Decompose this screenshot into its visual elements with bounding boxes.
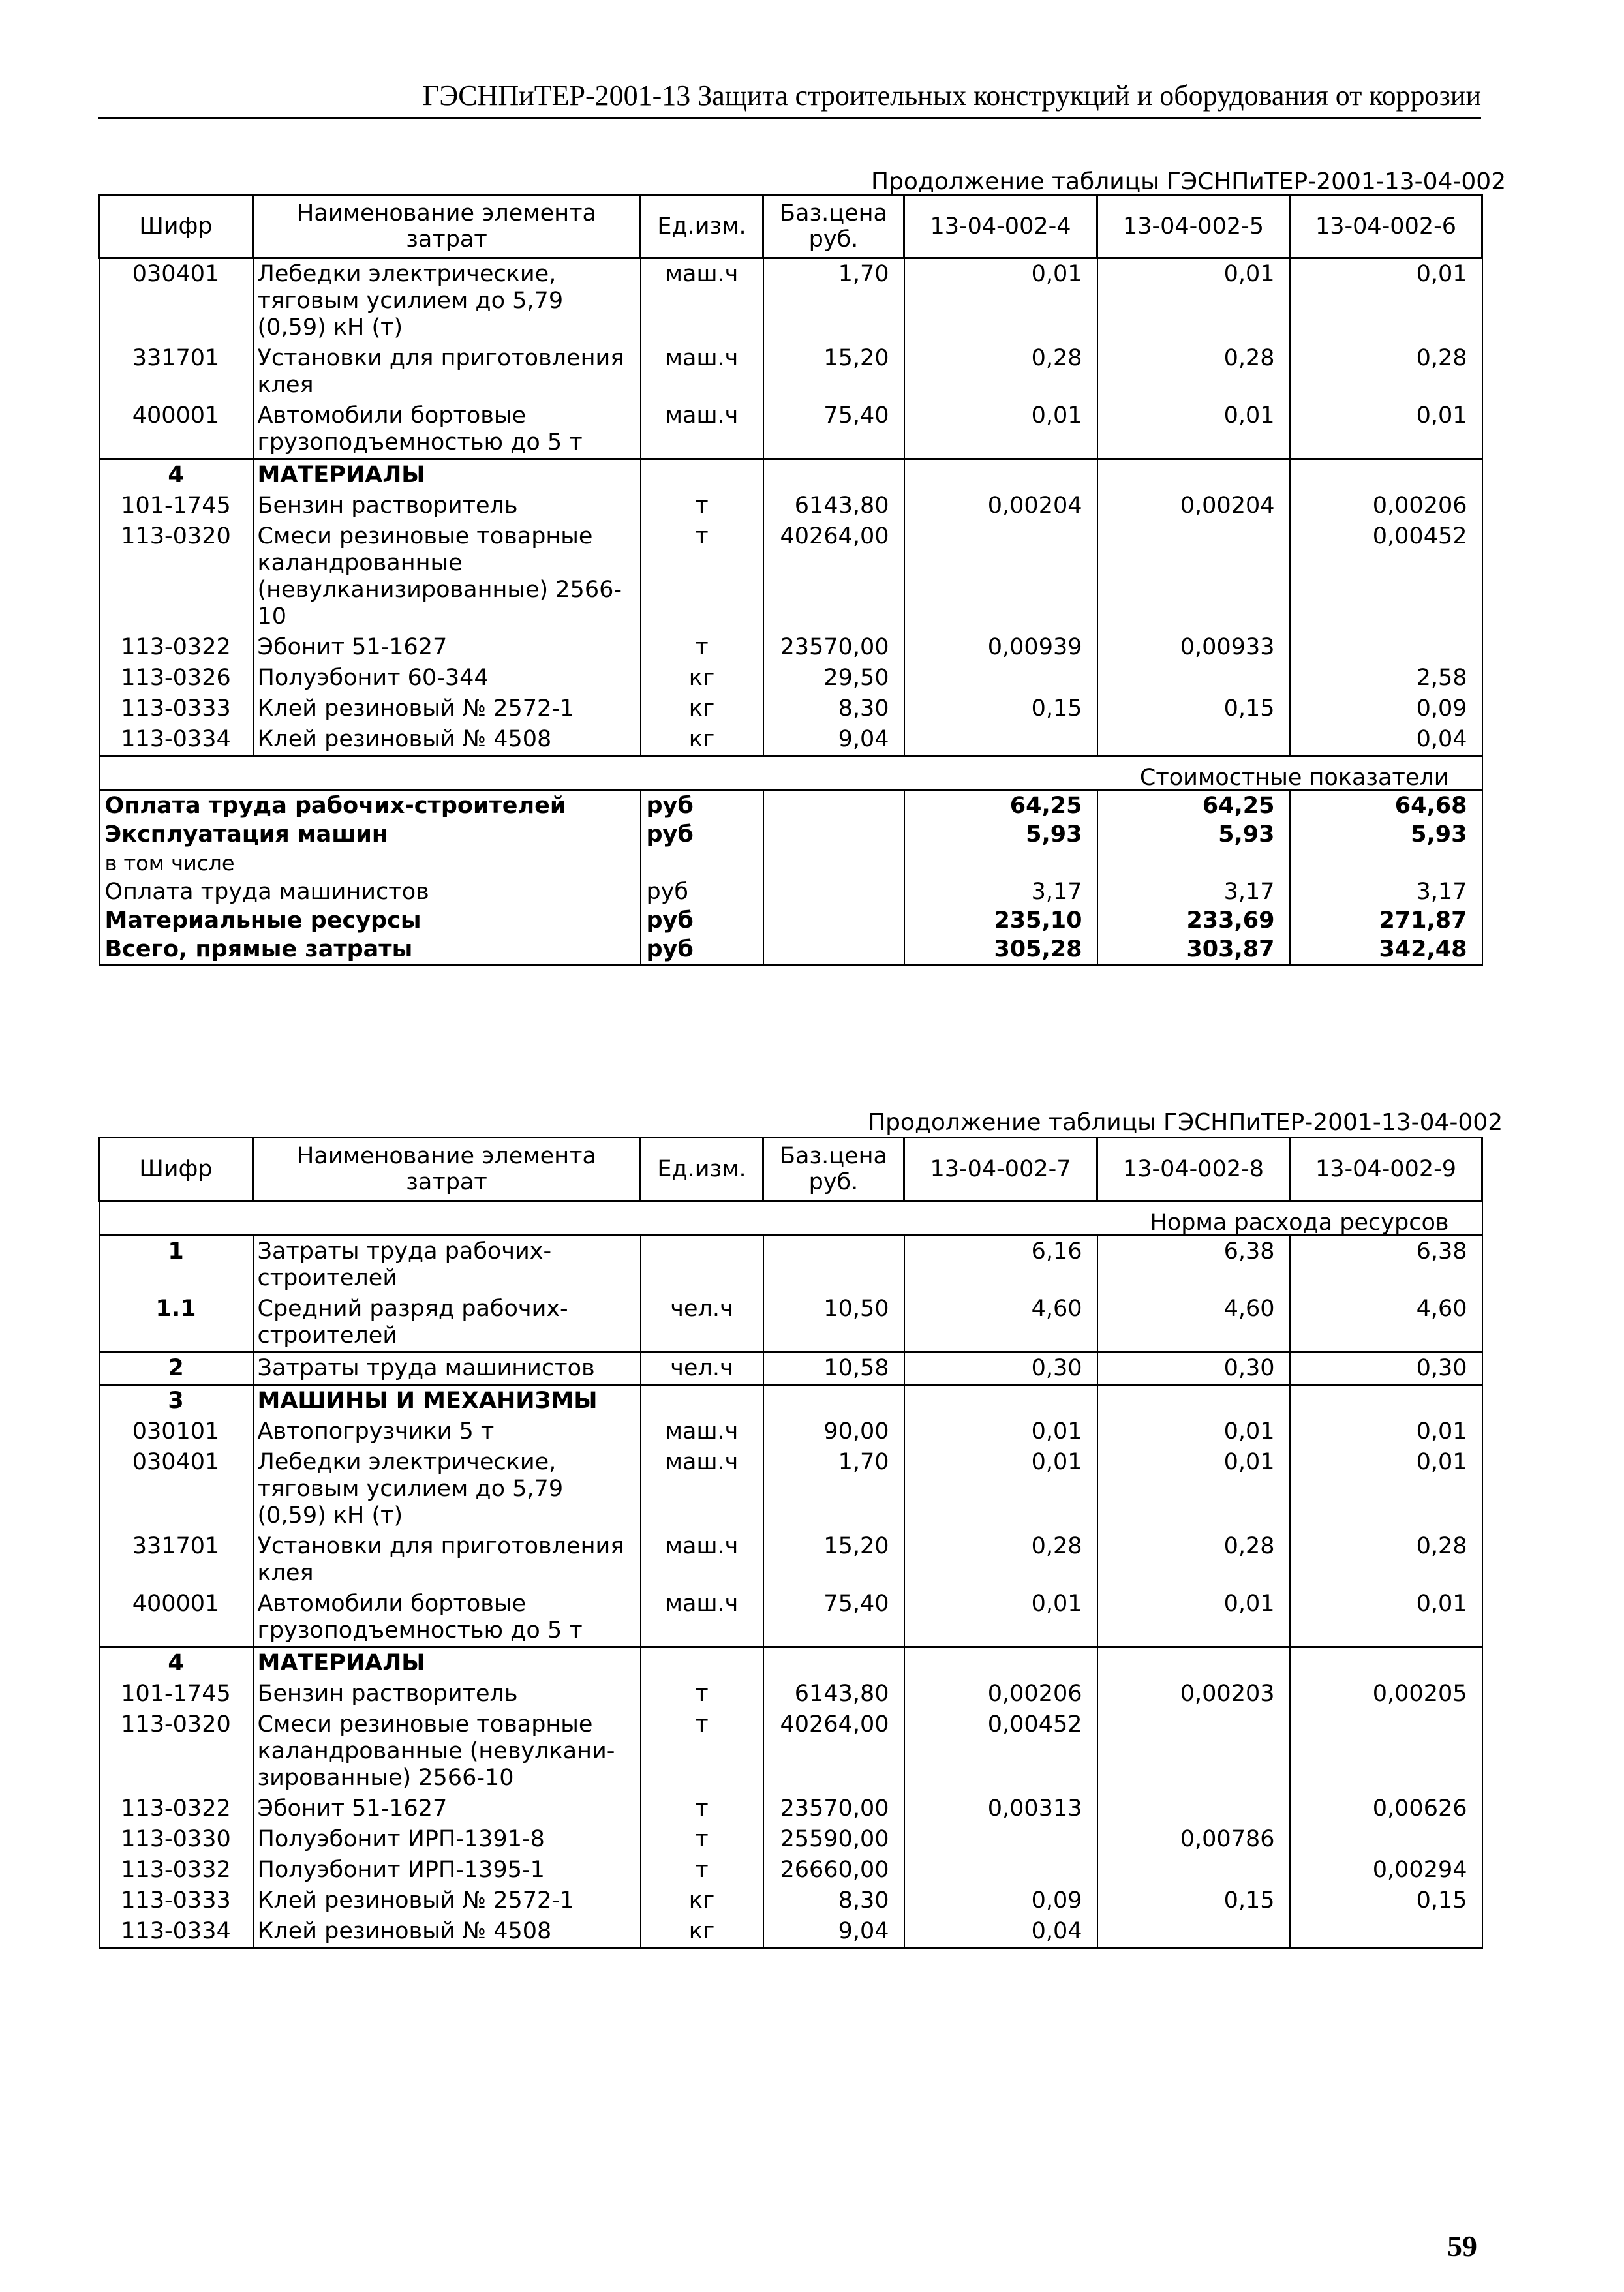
- resource-name: Полуэбонит 60-344: [253, 663, 641, 694]
- resource-name: Установки для приготовления клея: [253, 343, 641, 401]
- value-cell: 0,00205: [1290, 1679, 1482, 1709]
- value-cell: [1097, 1855, 1290, 1886]
- table-row: [99, 1294, 1482, 1352]
- cost-label: Материальные ресурсы: [99, 906, 641, 935]
- value-cell: [1290, 1709, 1482, 1794]
- unit-cell: маш.ч: [641, 1447, 763, 1531]
- unit-cell: т: [641, 1855, 763, 1886]
- empty-cell: [1097, 459, 1290, 491]
- table-row: [99, 1886, 1482, 1916]
- value-cell: 0,00939: [904, 632, 1097, 663]
- resource-code: 113-0332: [99, 1855, 253, 1886]
- table-row: [99, 521, 1482, 632]
- base-price-cell: 6143,80: [763, 1679, 904, 1709]
- resource-code: 113-0333: [99, 1886, 253, 1916]
- resource-code: 113-0330: [99, 1824, 253, 1855]
- column-header: 13-04-002-8: [1097, 1138, 1290, 1201]
- empty-cell: [763, 820, 904, 849]
- value-cell: 5,93: [1290, 820, 1482, 849]
- resource-code: 113-0322: [99, 1794, 253, 1824]
- base-price-cell: 23570,00: [763, 1794, 904, 1824]
- resource-code: 101-1745: [99, 491, 253, 521]
- section-number: 4: [99, 1647, 253, 1679]
- resource-code: 113-0326: [99, 663, 253, 694]
- section-heading-row: [99, 1647, 1482, 1679]
- resource-name: Лебедки электрические, тяговым усилием до 5,79 (0,59) кН (т): [253, 1447, 641, 1531]
- value-cell: 0,28: [904, 1531, 1097, 1589]
- unit-cell: чел.ч: [641, 1294, 763, 1352]
- value-cell: 6,38: [1290, 1236, 1482, 1294]
- table-row: [99, 1679, 1482, 1709]
- empty-cell: [641, 459, 763, 491]
- resource-code: 113-0334: [99, 1916, 253, 1948]
- empty-cell: [763, 849, 904, 878]
- base-price-cell: 8,30: [763, 694, 904, 724]
- column-header: Наименование элемента затрат: [253, 195, 641, 258]
- resource-name: Средний разряд рабочих-строителей: [253, 1294, 641, 1352]
- value-cell: 0,01: [1290, 401, 1482, 459]
- base-price-cell: 10,58: [763, 1352, 904, 1385]
- value-cell: 0,09: [904, 1886, 1097, 1916]
- base-price-cell: 10,50: [763, 1294, 904, 1352]
- value-cell: 0,01: [1097, 401, 1290, 459]
- empty-cell: [641, 1647, 763, 1679]
- value-cell: 0,01: [1290, 1589, 1482, 1647]
- unit-cell: кг: [641, 694, 763, 724]
- column-header: Баз.цена руб.: [763, 1138, 904, 1201]
- column-header: Ед.изм.: [641, 195, 763, 258]
- table-row: [99, 343, 1482, 401]
- value-cell: [1097, 521, 1290, 632]
- table-row: [99, 1531, 1482, 1589]
- base-price-cell: 9,04: [763, 724, 904, 756]
- base-price-cell: 25590,00: [763, 1824, 904, 1855]
- resource-name: Лебедки электрические, тяговым усилием до 5,79 (0,59) кН (т): [253, 258, 641, 344]
- section-number: 4: [99, 459, 253, 491]
- running-header-title: ГЭСНПиТЕР-2001-13 Защита строительных конструкций и оборудования от коррозии: [422, 80, 1481, 112]
- value-cell: [1097, 1916, 1290, 1948]
- value-cell: 0,15: [1290, 1886, 1482, 1916]
- base-price-cell: [763, 1236, 904, 1294]
- table-header-row: [99, 195, 1482, 258]
- empty-cell: [763, 1385, 904, 1417]
- value-cell: [1097, 1709, 1290, 1794]
- unit-cell: т: [641, 1709, 763, 1794]
- empty-cell: [763, 878, 904, 906]
- table-row: [99, 632, 1482, 663]
- section-title: МАШИНЫ И МЕХАНИЗМЫ: [253, 1385, 641, 1417]
- resource-name: Эбонит 51-1627: [253, 632, 641, 663]
- base-price-cell: 1,70: [763, 1447, 904, 1531]
- empty-cell: [763, 459, 904, 491]
- value-cell: 0,28: [1290, 1531, 1482, 1589]
- band-label: Норма расхода ресурсов: [99, 1201, 1482, 1236]
- cost-label: Всего, прямые затраты: [99, 935, 641, 965]
- value-cell: 4,60: [1290, 1294, 1482, 1352]
- unit-cell: руб: [641, 791, 763, 821]
- value-cell: 0,00206: [1290, 491, 1482, 521]
- cost-row: [99, 935, 1482, 965]
- value-cell: [1097, 1794, 1290, 1824]
- resource-code: 331701: [99, 1531, 253, 1589]
- resource-code: 331701: [99, 343, 253, 401]
- value-cell: 0,09: [1290, 694, 1482, 724]
- value-cell: 0,30: [1290, 1352, 1482, 1385]
- value-cell: 0,01: [904, 1589, 1097, 1647]
- table-row: [99, 1916, 1482, 1948]
- empty-cell: [904, 1385, 1097, 1417]
- empty-cell: [763, 935, 904, 965]
- empty-cell: [763, 791, 904, 821]
- value-cell: 4,60: [904, 1294, 1097, 1352]
- value-cell: 0,01: [904, 401, 1097, 459]
- base-price-cell: 23570,00: [763, 632, 904, 663]
- base-price-cell: 6143,80: [763, 491, 904, 521]
- table-header-row: [99, 1138, 1482, 1201]
- resource-code: 113-0333: [99, 694, 253, 724]
- value-cell: 4,60: [1097, 1294, 1290, 1352]
- resource-code: 113-0334: [99, 724, 253, 756]
- empty-cell: [1290, 1385, 1482, 1417]
- value-cell: 0,00626: [1290, 1794, 1482, 1824]
- value-cell: 0,30: [1097, 1352, 1290, 1385]
- page-number: 59: [1447, 2229, 1477, 2263]
- resource-name: Установки для приготовления клея: [253, 1531, 641, 1589]
- unit-cell: маш.ч: [641, 1589, 763, 1647]
- cost-label: Эксплуатация машин: [99, 820, 641, 849]
- resource-code: 101-1745: [99, 1679, 253, 1709]
- value-cell: [904, 521, 1097, 632]
- value-cell: 0,15: [904, 694, 1097, 724]
- value-cell: 0,15: [1097, 694, 1290, 724]
- resource-name: Клей резиновый № 4508: [253, 724, 641, 756]
- section-title: МАТЕРИАЛЫ: [253, 1647, 641, 1679]
- value-cell: [1290, 1916, 1482, 1948]
- resource-name: Автомобили бортовые грузоподъемностью до 5 т: [253, 401, 641, 459]
- resource-code: 400001: [99, 401, 253, 459]
- column-header: 13-04-002-5: [1097, 195, 1290, 258]
- value-cell: 0,01: [904, 258, 1097, 344]
- value-cell: 235,10: [904, 906, 1097, 935]
- section-number: 3: [99, 1385, 253, 1417]
- base-price-cell: 40264,00: [763, 1709, 904, 1794]
- table-row: [99, 724, 1482, 756]
- resource-table-2: [98, 1137, 1483, 1949]
- resource-name: Полуэбонит ИРП-1395-1: [253, 1855, 641, 1886]
- unit-cell: т: [641, 1824, 763, 1855]
- value-cell: 0,01: [1097, 258, 1290, 344]
- cost-row: [99, 906, 1482, 935]
- value-cell: 0,28: [1097, 1531, 1290, 1589]
- column-header: Баз.цена руб.: [763, 195, 904, 258]
- resource-name: Бензин растворитель: [253, 1679, 641, 1709]
- table-row: [99, 1352, 1482, 1385]
- table-row: [99, 1824, 1482, 1855]
- base-price-cell: 15,20: [763, 343, 904, 401]
- resource-name: Смеси резиновые товарные каландрованные (невулканизированные) 2566-10: [253, 521, 641, 632]
- value-cell: 2,58: [1290, 663, 1482, 694]
- band-label: Стоимостные показатели: [99, 756, 1482, 791]
- base-price-cell: 1,70: [763, 258, 904, 344]
- unit-cell: кг: [641, 724, 763, 756]
- base-price-cell: 90,00: [763, 1416, 904, 1447]
- table-row: [99, 1709, 1482, 1794]
- value-cell: 0,00313: [904, 1794, 1097, 1824]
- unit-cell: маш.ч: [641, 343, 763, 401]
- resource-code: 400001: [99, 1589, 253, 1647]
- base-price-cell: 75,40: [763, 1589, 904, 1647]
- value-cell: 0,01: [904, 1416, 1097, 1447]
- unit-cell: т: [641, 1794, 763, 1824]
- value-cell: [1290, 632, 1482, 663]
- cost-label: в том числе: [99, 849, 641, 878]
- value-cell: 233,69: [1097, 906, 1290, 935]
- resource-code: 113-0322: [99, 632, 253, 663]
- unit-cell: руб: [641, 935, 763, 965]
- column-header: 13-04-002-7: [904, 1138, 1097, 1201]
- table-row: [99, 491, 1482, 521]
- value-cell: 5,93: [904, 820, 1097, 849]
- empty-cell: [1290, 459, 1482, 491]
- resource-name: Автопогрузчики 5 т: [253, 1416, 641, 1447]
- base-price-cell: 9,04: [763, 1916, 904, 1948]
- value-cell: 0,00933: [1097, 632, 1290, 663]
- resource-code: 113-0320: [99, 1709, 253, 1794]
- column-header: 13-04-002-9: [1290, 1138, 1482, 1201]
- column-header: Наименование элемента затрат: [253, 1138, 641, 1201]
- value-cell: [904, 724, 1097, 756]
- unit-cell: руб: [641, 878, 763, 906]
- resource-name: Затраты труда рабочих-строителей: [253, 1236, 641, 1294]
- value-cell: [1290, 1824, 1482, 1855]
- resource-code: 1.1: [99, 1294, 253, 1352]
- table-1-caption: Продолжение таблицы ГЭСНПиТЕР-2001-13-04-002: [871, 168, 1507, 195]
- base-price-cell: 40264,00: [763, 521, 904, 632]
- section-heading-row: [99, 459, 1482, 491]
- empty-cell: [1097, 1385, 1290, 1417]
- value-cell: 342,48: [1290, 935, 1482, 965]
- cost-indicators-band: [99, 756, 1482, 791]
- empty-cell: [763, 906, 904, 935]
- value-cell: 0,00452: [904, 1709, 1097, 1794]
- cost-label: Оплата труда рабочих-строителей: [99, 791, 641, 821]
- value-cell: 0,01: [1097, 1447, 1290, 1531]
- base-price-cell: 29,50: [763, 663, 904, 694]
- table-row: [99, 663, 1482, 694]
- value-cell: 3,17: [1097, 878, 1290, 906]
- empty-cell: [1290, 1647, 1482, 1679]
- unit-cell: кг: [641, 663, 763, 694]
- unit-cell: маш.ч: [641, 1531, 763, 1589]
- table-row: [99, 1794, 1482, 1824]
- value-cell: 0,00204: [1097, 491, 1290, 521]
- column-header: 13-04-002-6: [1290, 195, 1482, 258]
- resource-name: Затраты труда машинистов: [253, 1352, 641, 1385]
- unit-cell: руб: [641, 906, 763, 935]
- value-cell: 64,25: [904, 791, 1097, 821]
- cost-row: [99, 791, 1482, 821]
- table-row: [99, 258, 1482, 344]
- table-row: [99, 1236, 1482, 1294]
- unit-cell: кг: [641, 1886, 763, 1916]
- column-header: Шифр: [99, 195, 253, 258]
- value-cell: [1097, 724, 1290, 756]
- value-cell: 0,30: [904, 1352, 1097, 1385]
- resource-name: Полуэбонит ИРП-1391-8: [253, 1824, 641, 1855]
- value-cell: 0,00294: [1290, 1855, 1482, 1886]
- value-cell: 0,01: [1290, 258, 1482, 344]
- value-cell: 0,00206: [904, 1679, 1097, 1709]
- resource-code: 030401: [99, 258, 253, 344]
- value-cell: 6,38: [1097, 1236, 1290, 1294]
- cost-row: [99, 820, 1482, 849]
- resource-name: Клей резиновый № 2572-1: [253, 1886, 641, 1916]
- resource-name: Эбонит 51-1627: [253, 1794, 641, 1824]
- unit-cell: маш.ч: [641, 1416, 763, 1447]
- value-cell: 0,04: [1290, 724, 1482, 756]
- value-cell: 0,00204: [904, 491, 1097, 521]
- table-row: [99, 1855, 1482, 1886]
- value-cell: [904, 849, 1097, 878]
- value-cell: 0,28: [1290, 343, 1482, 401]
- value-cell: [904, 1824, 1097, 1855]
- table-2-caption: Продолжение таблицы ГЭСНПиТЕР-2001-13-04-002: [868, 1109, 1503, 1136]
- section-title: МАТЕРИАЛЫ: [253, 459, 641, 491]
- value-cell: 271,87: [1290, 906, 1482, 935]
- value-cell: 0,01: [1290, 1416, 1482, 1447]
- unit-cell: т: [641, 632, 763, 663]
- cost-row: [99, 849, 1482, 878]
- empty-cell: [641, 1385, 763, 1417]
- unit-cell: т: [641, 491, 763, 521]
- value-cell: 303,87: [1097, 935, 1290, 965]
- value-cell: 64,25: [1097, 791, 1290, 821]
- value-cell: [1097, 849, 1290, 878]
- table-row: [99, 1589, 1482, 1647]
- unit-cell: [641, 1236, 763, 1294]
- section-heading-row: [99, 1385, 1482, 1417]
- resource-code: 030401: [99, 1447, 253, 1531]
- table-row: [99, 1447, 1482, 1531]
- column-header: 13-04-002-4: [904, 195, 1097, 258]
- resource-name: Клей резиновый № 2572-1: [253, 694, 641, 724]
- empty-cell: [904, 1647, 1097, 1679]
- value-cell: 0,00203: [1097, 1679, 1290, 1709]
- base-price-cell: 15,20: [763, 1531, 904, 1589]
- table-row: [99, 401, 1482, 459]
- resource-code: 030101: [99, 1416, 253, 1447]
- unit-cell: т: [641, 1679, 763, 1709]
- empty-cell: [1097, 1647, 1290, 1679]
- value-cell: 0,01: [904, 1447, 1097, 1531]
- empty-cell: [763, 1647, 904, 1679]
- running-header: [98, 72, 1481, 119]
- value-cell: 3,17: [904, 878, 1097, 906]
- unit-cell: кг: [641, 1916, 763, 1948]
- resource-name: Клей резиновый № 4508: [253, 1916, 641, 1948]
- unit-cell: маш.ч: [641, 401, 763, 459]
- resource-code: 1: [99, 1236, 253, 1294]
- base-price-cell: 26660,00: [763, 1855, 904, 1886]
- value-cell: 0,04: [904, 1916, 1097, 1948]
- resource-norm-band: [99, 1201, 1482, 1236]
- value-cell: 64,68: [1290, 791, 1482, 821]
- unit-cell: руб: [641, 820, 763, 849]
- resource-code: 113-0320: [99, 521, 253, 632]
- value-cell: 305,28: [904, 935, 1097, 965]
- resource-name: Смеси резиновые товарные каландрованные (невулкани-зированные) 2566-10: [253, 1709, 641, 1794]
- value-cell: [904, 663, 1097, 694]
- cost-label: Оплата труда машинистов: [99, 878, 641, 906]
- cost-row: [99, 878, 1482, 906]
- value-cell: 0,00786: [1097, 1824, 1290, 1855]
- value-cell: 0,28: [1097, 343, 1290, 401]
- resource-name: Автомобили бортовые грузоподъемностью до 5 т: [253, 1589, 641, 1647]
- value-cell: 3,17: [1290, 878, 1482, 906]
- table-row: [99, 694, 1482, 724]
- value-cell: [1097, 663, 1290, 694]
- unit-cell: чел.ч: [641, 1352, 763, 1385]
- value-cell: [904, 1855, 1097, 1886]
- column-header: Ед.изм.: [641, 1138, 763, 1201]
- value-cell: 6,16: [904, 1236, 1097, 1294]
- value-cell: 0,01: [1290, 1447, 1482, 1531]
- value-cell: 0,01: [1097, 1416, 1290, 1447]
- empty-cell: [904, 459, 1097, 491]
- base-price-cell: 8,30: [763, 1886, 904, 1916]
- column-header: Шифр: [99, 1138, 253, 1201]
- resource-code: 2: [99, 1352, 253, 1385]
- table-row: [99, 1416, 1482, 1447]
- value-cell: 0,28: [904, 343, 1097, 401]
- unit-cell: т: [641, 521, 763, 632]
- unit-cell: [641, 849, 763, 878]
- value-cell: 0,15: [1097, 1886, 1290, 1916]
- value-cell: 0,01: [1097, 1589, 1290, 1647]
- value-cell: [1290, 849, 1482, 878]
- value-cell: 0,00452: [1290, 521, 1482, 632]
- value-cell: 5,93: [1097, 820, 1290, 849]
- base-price-cell: 75,40: [763, 401, 904, 459]
- unit-cell: маш.ч: [641, 258, 763, 344]
- resource-table-1: [98, 194, 1483, 966]
- resource-name: Бензин растворитель: [253, 491, 641, 521]
